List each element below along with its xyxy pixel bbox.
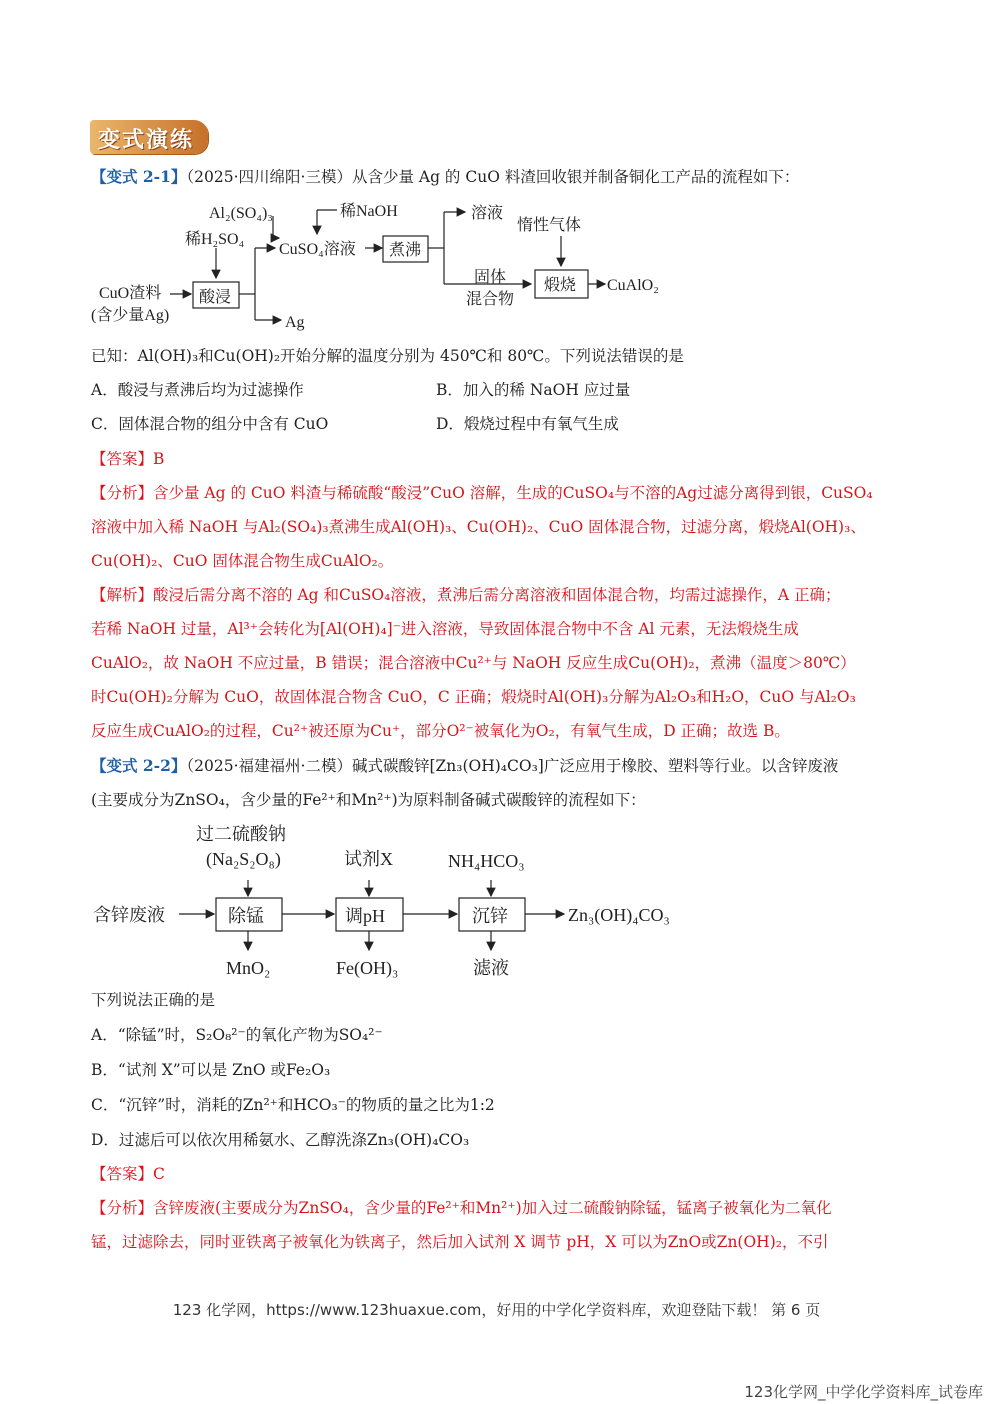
q2-stem-text-1: （2025·福建福州·二模）碱式碳酸锌[Zn₃(OH)₄CO₃]广泛应用于橡胶、塑料等行业。以含锌废液	[186, 757, 839, 775]
q1-label-cuo-1: CuO渣料	[99, 285, 162, 302]
q1-options-row-2	[91, 413, 915, 435]
q2-label-feoh3: Fe(OH)₃	[336, 958, 399, 978]
q1-label-acid-leach: 酸浸	[199, 289, 232, 306]
q2-label-filtrate: 滤液	[473, 958, 509, 978]
q1-option-c: C．固体混合物的组分中含有 CuO	[91, 415, 329, 433]
q2-option-c: C．“沉锌”时，消耗的Zn²⁺和HCO₃⁻的物质的量之比为1:2	[91, 1096, 495, 1114]
q2-label-reagent-x: 试剂X	[344, 849, 393, 869]
q1-options-row-1	[91, 379, 915, 401]
q1-known: 已知：Al(OH)₃和Cu(OH)₂开始分解的温度分别为 450℃和 80℃。下列说法错误的是	[91, 347, 684, 365]
q1-label-al2so43: Al₂(SO₄)₃	[209, 205, 273, 222]
q1-analysis-line: Cu(OH)₂、CuO 固体混合物生成CuAlO₂。	[91, 552, 394, 570]
q1-explanation-line: 反应生成CuAlO₂的过程，Cu²⁺被还原为Cu⁺，部分O²⁻被氧化为O₂，有氧气生成，D 正确；故选 B。	[91, 722, 790, 740]
q1-label-cuo-2: (含少量Ag)	[91, 307, 170, 324]
q1-label-inert-gas: 惰性气体	[517, 217, 582, 234]
q1-explanation-line: 时Cu(OH)₂分解为 CuO，故固体混合物含 CuO，C 正确；煅烧时Al(OH)₃分解为Al₂O₃和H₂O，CuO 与Al₂O₃	[91, 688, 856, 706]
q2-stem-2: (主要成分为ZnSO₄，含少量的Fe²⁺和Mn²⁺)为原料制备碱式碳酸锌的流程如下：	[91, 791, 646, 809]
q2-label-feed: 含锌废液	[93, 905, 165, 925]
q1-label-solid-2: 混合物	[466, 291, 515, 308]
q1-stem	[91, 166, 915, 188]
q1-label-naoh: 稀NaOH	[340, 203, 398, 220]
q1-option-d: D．煅烧过程中有氧气生成	[436, 415, 619, 433]
q2-label-mno2: MnO₂	[226, 958, 271, 978]
q1-explanation-line: CuAlO₂，故 NaOH 不应过量，B 错误；混合溶液中Cu²⁺与 NaOH 反应生成Cu(OH)₂，煮沸（温度＞80℃）	[91, 654, 856, 672]
q2-option-d: D．过滤后可以依次用稀氨水、乙醇洗涤Zn₃(OH)₄CO₃	[91, 1131, 470, 1149]
q2-analysis-line: 锰，过滤除去，同时亚铁离子被氧化为铁离子，然后加入试剂 X 调节 pH，X 可以为ZnO或Zn(OH)₂，不引	[91, 1233, 829, 1251]
q2-option-b: B．“试剂 X”可以是 ZnO 或Fe₂O₃	[91, 1061, 331, 1079]
q1-tag: 【变式 2-1】	[91, 167, 187, 186]
q2-stem-1	[91, 755, 915, 777]
page-footer: 123 化学网，https://www.123huaxue.com，好用的中学化学资料库，欢迎登陆下载！ 第 6 页	[172, 1301, 821, 1319]
q1-label-boil: 煮沸	[389, 242, 422, 259]
section-banner	[90, 120, 208, 154]
q2-label-nh4hco3: NH₄HCO₃	[448, 851, 525, 871]
q1-explanation-line: 【解析】酸浸后需分离不溶的 Ag 和CuSO₄溶液，煮沸后需分离溶液和固体混合物，均需过滤操作，A 正确；	[91, 586, 841, 604]
q2-tag: 【变式 2-2】	[91, 756, 187, 775]
q2-option-a: A．“除锰”时，S₂O₈²⁻的氧化产物为SO₄²⁻	[91, 1026, 383, 1044]
q1-explanation-line: 若稀 NaOH 过量，Al³⁺会转化为[Al(OH)₄]⁻进入溶液，导致固体混合物中不含 Al 元素，无法煅烧生成	[91, 620, 799, 638]
q1-flow-diagram	[85, 196, 685, 341]
q1-label-product: CuAlO₂	[607, 277, 659, 294]
q1-label-calcine: 煅烧	[544, 277, 577, 294]
q2-label-remove-mn: 除锰	[228, 906, 264, 926]
q1-label-solid-1: 固体	[474, 269, 507, 286]
q2-label-adjust-ph: 调pH	[345, 906, 385, 926]
q1-option-b: B．加入的稀 NaOH 应过量	[436, 381, 631, 399]
q2-label-persulfate-1: 过二硫酸钠	[196, 824, 286, 844]
q2-label-product: Zn₃(OH)₄CO₃	[568, 905, 670, 925]
q1-stem-text: （2025·四川绵阳·三模）从含少量 Ag 的 CuO 料渣回收银并制备铜化工产品的流程如下：	[186, 168, 800, 186]
q1-label-cuso4: CuSO₄溶液	[279, 241, 356, 258]
q1-option-a: A．酸浸与煮沸后均为过滤操作	[91, 381, 304, 399]
q1-analysis-line: 溶液中加入稀 NaOH 与Al₂(SO₄)₃煮沸生成Al(OH)₃、Cu(OH)₂、CuO 固体混合物，过滤分离，煅烧Al(OH)₃、	[91, 518, 866, 536]
q1-answer: 【答案】B	[91, 450, 165, 468]
section-banner-title: 变式演练	[98, 128, 195, 153]
q2-label-persulfate-2: (Na₂S₂O₈)	[206, 849, 281, 869]
q2-analysis-line: 【分析】含锌废液(主要成分为ZnSO₄，含少量的Fe²⁺和Mn²⁺)加入过二硫酸钠除锰，锰离子被氧化为二氧化	[91, 1199, 832, 1217]
q1-analysis-line: 【分析】含少量 Ag 的 CuO 料渣与稀硫酸“酸浸”CuO 溶解，生成的CuSO₄与不溶的Ag过滤分离得到银，CuSO₄	[91, 484, 873, 502]
q1-label-h2so4: 稀H₂SO₄	[185, 231, 245, 248]
q1-label-ag: Ag	[285, 314, 305, 331]
q2-flow-diagram	[90, 818, 690, 983]
q2-answer: 【答案】C	[91, 1165, 165, 1183]
watermark: 123化学网_中学化学资料库_试卷库	[744, 1383, 983, 1401]
q1-label-solution: 溶液	[471, 205, 504, 222]
q2-prompt: 下列说法正确的是	[91, 991, 216, 1009]
q2-label-precipitate: 沉锌	[472, 906, 508, 926]
